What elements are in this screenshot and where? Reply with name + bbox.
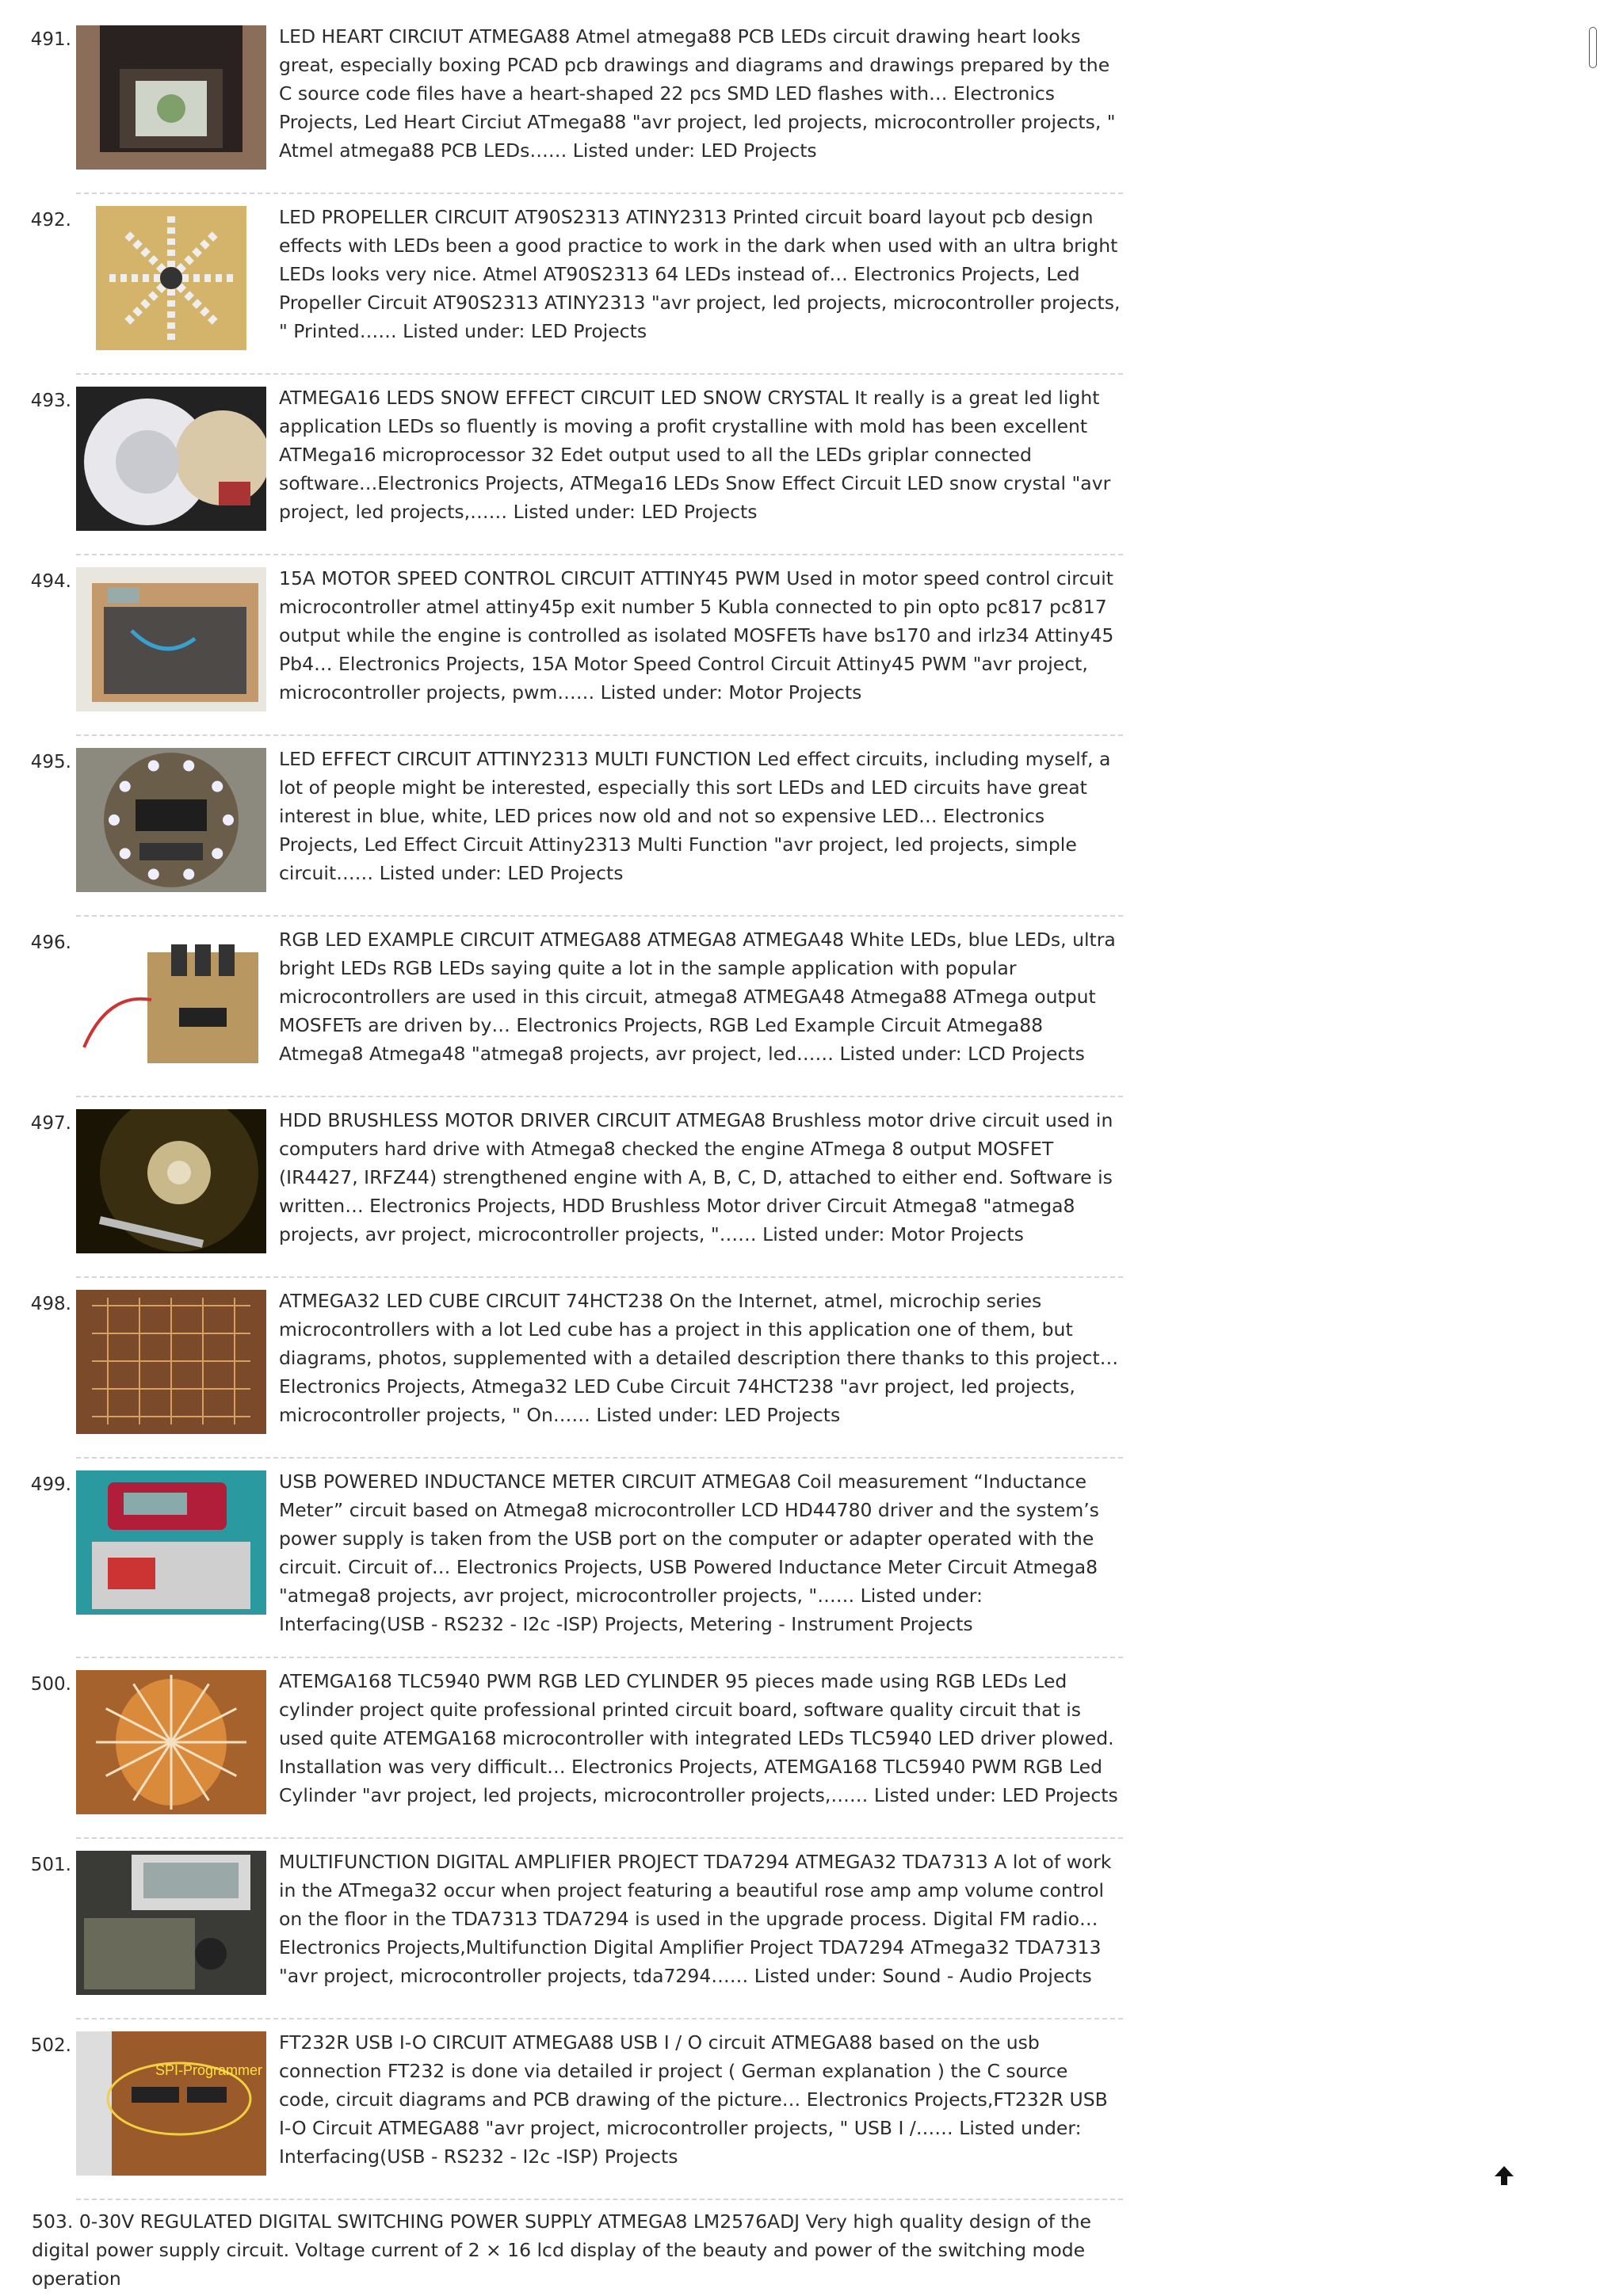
project-description[interactable]: USB POWERED INDUCTANCE METER CIRCUIT ATMEGA8 Coil measurement “Inductance Meter” circuit based on Atmega8 microcontroller LCD HD44780 driver and the system’s power supply is taken from the USB port on the computer or adapter operated with the circuit. Circuit of… Electronics Projects, USB Powered Inductance Meter Circuit Atmega8 "atmega8 projects, avr project, microcontroller projects, "…… Listed under: Interfacing(USB - RS232 - I2c -ISP) Projects, Metering - Instrument Projects [279, 1470, 1099, 1635]
item-separator [76, 1276, 1123, 1278]
thumb-label: SPI-Programmer [155, 2062, 263, 2078]
project-description[interactable]: ATMEGA32 LED CUBE CIRCUIT 74HCT238 On the Internet, atmel, microchip series microcontrollers with a lot Led cube has a project in this application one of them, but diagrams, photos, supplemented with a detailed description there thanks to this project…Electronics Projects, Atmega32 LED Cube Circuit 74HCT238 "avr project, led projects, microcontroller projects, " On…… Listed under: LED Projects [279, 1290, 1119, 1426]
item-number: 491. [30, 29, 71, 50]
item-separator [76, 915, 1123, 917]
project-description[interactable]: RGB LED EXAMPLE CIRCUIT ATMEGA88 ATMEGA8 ATMEGA48 White LEDs, blue LEDs, ultra bright LEDs RGB LEDs saying quite a lot in the sample application with popular microcontrollers are used in this circuit, atmega8 ATMEGA48 Atmega88 ATmega output MOSFETs are driven by… Electronics Projects, RGB Led Example Circuit Atmega88 Atmega8 Atmega48 "atmega8 projects, avr project, led…… Listed under: LCD Projects [279, 929, 1116, 1065]
item-number: 497. [30, 1113, 71, 1134]
project-description[interactable]: LED HEART CIRCIUT ATMEGA88 Atmel atmega88 PCB LEDs circuit drawing heart looks great, especially boxing PCAD pcb drawings and diagrams and drawings prepared by the C source code files have a heart-shaped 22 pcs SMD LED flashes with… Electronics Projects, Led Heart Circiut ATmega88 "avr project, led projects, microcontroller projects, " Atmel atmega88 PCB LEDs…… Listed under: LED Projects [279, 25, 1116, 162]
project-description[interactable]: MULTIFUNCTION DIGITAL AMPLIFIER PROJECT TDA7294 ATMEGA32 TDA7313 A lot of work in the ATmega32 occur when project featuring a beautiful rose amp amp volume control on the floor in the TDA7313 TDA7294 is used in the upgrade process. Digital FM radio… Electronics Projects,Multifunction Digital Amplifier Project TDA7294 ATmega32 TDA7313 "avr project, microcontroller projects, tda7294…… Listed under: Sound - Audio Projects [279, 1851, 1112, 1987]
item-number: 501. [30, 1855, 71, 1875]
project-thumbnail[interactable] [76, 567, 266, 711]
item-number: 496. [30, 933, 71, 953]
list-item [32, 2207, 1125, 2293]
item-separator [76, 1837, 1123, 1839]
item-number: 492. [30, 210, 71, 231]
item-separator [76, 554, 1123, 555]
item-number: 498. [30, 1294, 71, 1314]
item-separator [76, 1657, 1123, 1658]
project-thumbnail[interactable] [76, 2031, 266, 2176]
project-thumbnail[interactable] [76, 387, 266, 531]
project-description[interactable]: ATMEGA16 LEDS SNOW EFFECT CIRCUIT LED SNOW CRYSTAL It really is a great led light application LEDs so fluently is moving a profit crystalline with mold has been excellent ATMega16 microprocessor 32 Edet output used to all the LEDs griplar connected software…Electronics Projects, ATMega16 LEDs Snow Effect Circuit LED snow crystal "avr project, led projects,…… Listed under: LED Projects [279, 387, 1111, 523]
item-number: 499. [30, 1474, 71, 1495]
item-separator [76, 193, 1123, 194]
item-separator [76, 373, 1123, 375]
item-separator [76, 2199, 1123, 2200]
arrow-up-icon [1490, 2161, 1518, 2190]
item-separator [76, 734, 1123, 736]
project-thumbnail[interactable] [76, 25, 266, 170]
item-separator [76, 1096, 1123, 1097]
project-description[interactable]: 0-30V REGULATED DIGITAL SWITCHING POWER SUPPLY ATMEGA8 LM2576ADJ Very high quality design of the digital power supply circuit. Voltage current of 2 × 16 lcd display of the beauty and power of the switching mode operation [32, 2210, 1092, 2290]
project-thumbnail[interactable] [76, 1109, 266, 1253]
item-number: 502. [30, 2035, 71, 2056]
item-separator [76, 1457, 1123, 1459]
scroll-to-top-button[interactable] [1490, 2161, 1518, 2190]
item-number: 503. [32, 2210, 74, 2233]
item-number: 495. [30, 752, 71, 772]
project-thumbnail[interactable] [76, 748, 266, 892]
item-number: 494. [30, 571, 71, 592]
project-thumbnail[interactable] [76, 206, 266, 350]
project-description[interactable]: FT232R USB I-O CIRCUIT ATMEGA88 USB I / O circuit ATMEGA88 based on the usb connection FT232 is done via detailed ir project ( German explanation ) the C source code, circuit diagrams and PCB drawing of the picture… Electronics Projects,FT232R USB I-O Circuit ATMEGA88 "avr project, microcontroller projects, " USB I /…… Listed under: Interfacing(USB - RS232 - I2c -ISP) Projects [279, 2031, 1108, 2168]
item-separator [76, 2018, 1123, 2019]
project-description[interactable]: LED PROPELLER CIRCUIT AT90S2313 ATINY2313 Printed circuit board layout pcb design effects with LEDs been a good practice to work in the dark when used with an ultra bright LEDs looks very nice. Atmel AT90S2313 64 LEDs instead of… Electronics Projects, Led Propeller Circuit AT90S2313 ATINY2313 "avr project, led projects, microcontroller projects, " Printed…… Listed under: LED Projects [279, 206, 1121, 342]
item-number: 500. [30, 1674, 71, 1695]
project-description[interactable]: LED EFFECT CIRCUIT ATTINY2313 MULTI FUNCTION Led effect circuits, including myself, a lot of people might be interested, especially this sort LEDs and LED circuits have great interest in blue, white, LED prices now old and not so expensive LED… Electronics Projects, Led Effect Circuit Attiny2313 Multi Function "avr project, led projects, simple circuit…… Listed under: LED Projects [279, 748, 1111, 884]
project-description[interactable]: ATEMGA168 TLC5940 PWM RGB LED CYLINDER 95 pieces made using RGB LEDs Led cylinder project quite professional printed circuit board, software quality circuit that is used quite ATEMGA168 microcontroller with integrated LEDs TLC5940 LED driver plowed. Installation was very difficult… Electronics Projects, ATEMGA168 TLC5940 PWM RGB Led Cylinder "avr project, led projects, microcontroller projects,…… Listed under: LED Projects [279, 1670, 1118, 1806]
project-thumbnail[interactable] [76, 1670, 266, 1814]
project-thumbnail[interactable] [76, 1851, 266, 1995]
project-description[interactable]: HDD BRUSHLESS MOTOR DRIVER CIRCUIT ATMEGA8 Brushless motor drive circuit used in computers hard drive with Atmega8 checked the engine ATmega 8 output MOSFET (IR4427, IRFZ44) strengthened engine with A, B, C, D, attached to either end. Software is written… Electronics Projects, HDD Brushless Motor driver Circuit Atmega8 "atmega8 projects, avr project, microcontroller projects, "…… Listed under: Motor Projects [279, 1109, 1113, 1245]
project-thumbnail[interactable] [76, 1290, 266, 1434]
project-thumbnail[interactable] [76, 1470, 266, 1615]
project-thumbnail[interactable] [76, 929, 266, 1073]
project-description[interactable]: 15A MOTOR SPEED CONTROL CIRCUIT ATTINY45 PWM Used in motor speed control circuit microcontroller atmel attiny45p exit number 5 Kubla connected to pin opto pc817 pc817 output while the engine is controlled as isolated MOSFETs have bs170 and irlz34 Attiny45 Pb4… Electronics Projects, 15A Motor Speed Control Circuit Attiny45 PWM "avr project, microcontroller projects, pwm…… Listed under: Motor Projects [279, 567, 1114, 704]
scrollbar-thumb[interactable] [1589, 27, 1597, 68]
item-number: 493. [30, 391, 71, 411]
